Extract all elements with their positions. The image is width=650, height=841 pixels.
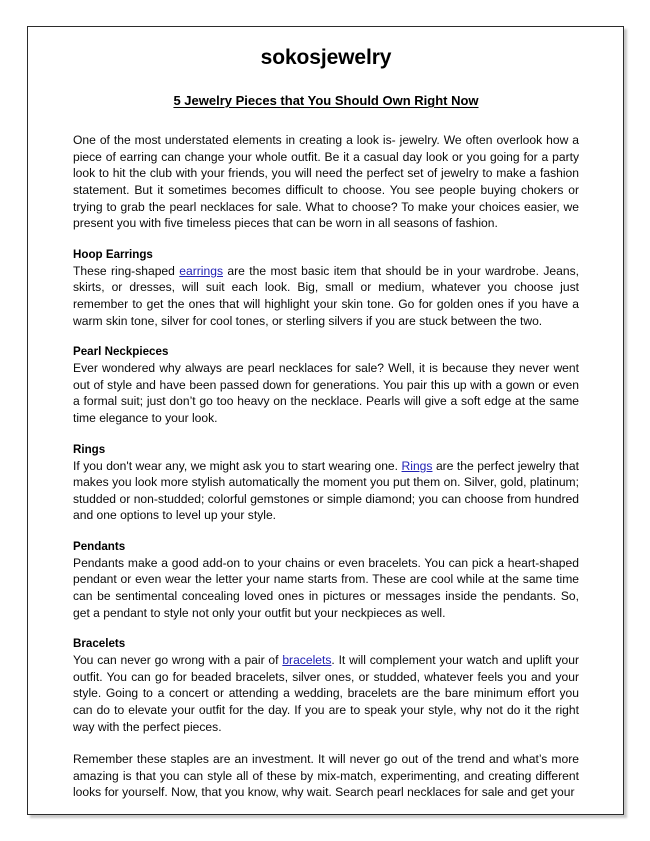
section-heading-pearl-neckpieces: Pearl Neckpieces <box>73 345 169 359</box>
section-body-text-after-link: . It will complement your watch and uplift your outfit. You can go for beaded bracelets, silver ones, or studded, whatever feels you and your style. Going to a concert or attending a wedding, bracelets are the bare minimum effort you can do to elevate your outfit for the day. If you are to speak your style, why not do it the right way with the perfect pieces. <box>73 653 579 734</box>
section-body-text-before-link: Ever wondered why always are pearl necklaces for sale? Well, it is because they never went out of style and have been passed down for generations. You pair this up with a gown or even a formal suit; just don’t go too heavy on the necklace. Pearls will give a soft edge at the same time elegance to your look. <box>73 361 579 425</box>
section-body-text-before-link: These ring-shaped <box>73 263 180 278</box>
section-heading-pendants: Pendants <box>73 539 126 553</box>
section-pendants <box>73 539 579 621</box>
section-heading-rings: Rings <box>73 442 106 456</box>
site-title: sokosjewelry <box>260 46 392 69</box>
section-body-pearl-neckpieces <box>73 360 579 426</box>
section-body-text-before-link: You can never go wrong with a pair of <box>73 653 283 668</box>
section-hoop-earrings <box>73 247 579 329</box>
earrings-link[interactable]: earrings <box>179 263 223 278</box>
bracelets-link[interactable]: bracelets <box>282 653 332 668</box>
closing-paragraph: Remember these staples are an investment. It will never go out of the trend and what’s more amazing is that you can style all of these by mix-match, experimenting, and creating different looks for yourself. Now, that you know, why wait. Search pearl necklaces for sale and get your <box>73 752 579 800</box>
section-bracelets <box>73 636 579 735</box>
section-rings <box>73 442 579 524</box>
document-page <box>27 26 624 815</box>
section-body-bracelets <box>73 652 579 735</box>
section-body-rings <box>73 458 579 524</box>
section-body-text-before-link: Pendants make a good add-on to your chains or even bracelets. You can pick a heart-shaped pendant or even wear the letter your name starts from. These are cool while at the same time can be sentimental concealing loved ones in pictures or messages inside the pendants. So, get a pendant to style not only your outfit but your neckpieces as well. <box>73 555 579 620</box>
section-heading-bracelets: Bracelets <box>73 637 126 651</box>
section-body-text-after-link: are the perfect jewelry that makes you look more stylish automatically the moment you put them on. Silver, gold, platinum; studded or non-studded; colorful gemstones or simple diamond; you can choose from hundred and one options to level up your style. <box>73 458 579 523</box>
section-heading-hoop-earrings: Hoop Earrings <box>73 247 153 261</box>
document-content <box>73 35 579 801</box>
section-body-hoop-earrings <box>73 263 579 329</box>
section-body-pendants <box>73 555 579 621</box>
article-title: 5 Jewelry Pieces that You Should Own Right Now <box>173 93 479 109</box>
article-title-row <box>73 92 579 110</box>
section-pearl-neckpieces <box>73 344 579 426</box>
section-body-text-before-link: If you don't wear any, we might ask you to start wearing one. <box>73 458 402 473</box>
section-body-text-after-link: are the most basic item that should be in your wardrobe. Jeans, skirts, or dresses, will suit each look. Big, small or medium, whatever you choose just remember to get the ones that will highlight your skin tone. Go for golden ones if you have a warm skin tone, silver for cool tones, or sterling silvers if you are stuck between the two. <box>73 263 580 328</box>
rings-link[interactable]: Rings <box>401 458 433 473</box>
lead-paragraph: One of the most understated elements in creating a look is- jewelry. We often overlook how a piece of earring can change your whole outfit. Be it a casual day look or you going for a party look to hit the club with your friends, you will need the perfect set of jewelry to make a fashion statement. But it sometimes becomes difficult to choose. You see people buying chokers or trying to grab the pearl necklaces for sale. What to choose? To make your choices easier, we present you with five timeless pieces that can be worn in all seasons of fashion. <box>73 133 579 231</box>
